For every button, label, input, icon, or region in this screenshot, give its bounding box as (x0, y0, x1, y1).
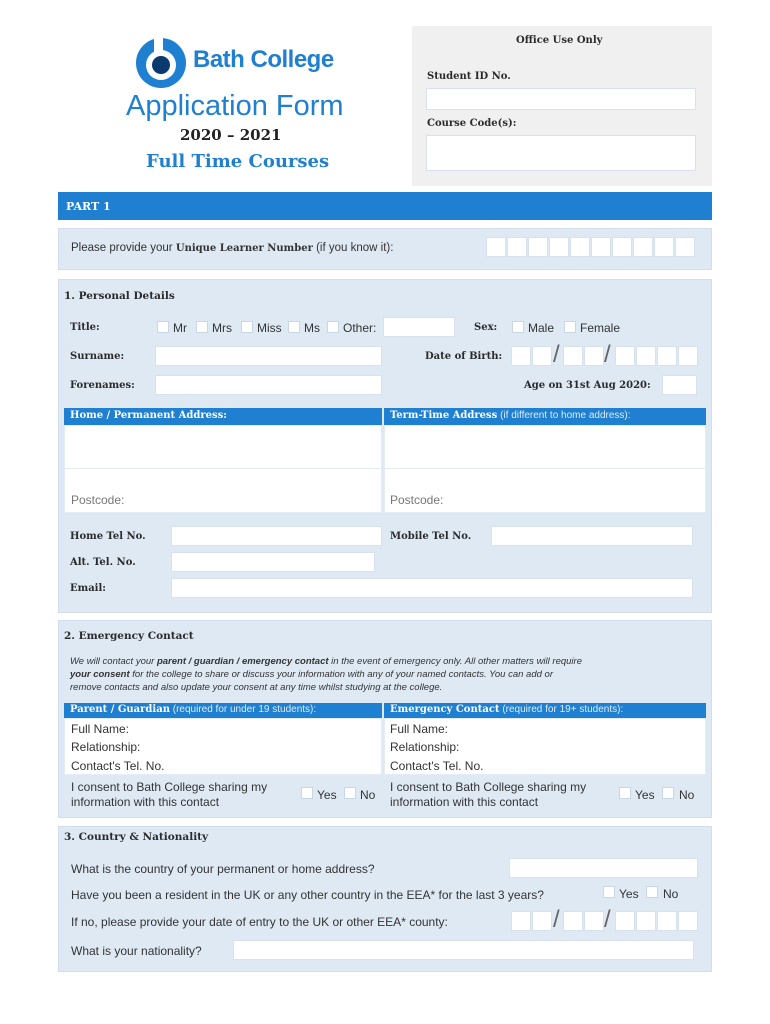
dob-separator-1: / (553, 341, 560, 368)
forenames-field[interactable] (155, 375, 382, 395)
sex-label: Sex: (474, 322, 498, 333)
home-tel-field[interactable] (171, 526, 382, 546)
home-address-header: Home / Permanent Address: (64, 408, 382, 425)
nationality-field[interactable] (233, 940, 694, 960)
logo-text: Bath College (193, 46, 334, 73)
alt-tel-label: Alt. Tel. No. (70, 557, 136, 568)
part1-label: PART 1 (66, 200, 111, 213)
email-field[interactable] (171, 578, 693, 598)
dob-separator-2: / (604, 341, 611, 368)
form-subtitle: Full Time Courses (146, 151, 330, 172)
parent-consent-yes-label: Yes (317, 788, 337, 802)
age-field[interactable] (662, 375, 697, 395)
personal-details-heading: 1. Personal Details (64, 290, 175, 302)
title-other-label: Other: (343, 321, 377, 335)
email-label: Email: (70, 583, 106, 594)
term-postcode-label: Postcode: (390, 493, 444, 507)
title-ms-checkbox[interactable] (288, 321, 300, 333)
course-codes-label: Course Code(s): (427, 118, 517, 129)
nationality-question: What is your nationality? (71, 944, 202, 958)
contact-consent-no-label: No (679, 788, 695, 802)
title-miss-label: Miss (257, 321, 282, 335)
mobile-tel-label: Mobile Tel No. (390, 531, 472, 542)
parent-guardian-header: Parent / Guardian (required for under 19 students): (64, 703, 382, 718)
residency-yes-label: Yes (619, 887, 639, 901)
home-postcode-label: Postcode: (71, 493, 125, 507)
contact-consent-text: I consent to Bath College sharing my information with this contact (390, 780, 587, 809)
title-other-checkbox[interactable] (327, 321, 339, 333)
entry-date-question: If no, please provide your date of entry to the UK or other EEA* county: (71, 915, 448, 929)
contact-full-name-label: Full Name: (390, 722, 449, 736)
dob-label: Date of Birth: (425, 351, 503, 362)
age-label: Age on 31st Aug 2020: (524, 380, 651, 391)
surname-field[interactable] (155, 346, 382, 366)
contact-consent-yes-checkbox[interactable] (619, 787, 631, 799)
country-heading: 3. Country & Nationality (64, 831, 209, 843)
title-mr-checkbox[interactable] (157, 321, 169, 333)
title-ms-label: Ms (304, 321, 320, 335)
residency-yes-checkbox[interactable] (603, 886, 615, 898)
title-miss-checkbox[interactable] (241, 321, 253, 333)
course-codes-field[interactable] (426, 135, 696, 171)
contact-consent-yes-label: Yes (635, 788, 655, 802)
parent-relationship-label: Relationship: (71, 740, 141, 754)
home-tel-label: Home Tel No. (70, 531, 146, 542)
residency-question: Have you been a resident in the UK or any other country in the EEA* for the last 3 years? (71, 888, 544, 902)
term-address-header: Term-Time Address (if different to home address): (384, 408, 706, 425)
part1-bar (58, 192, 712, 220)
title-mrs-checkbox[interactable] (196, 321, 208, 333)
sex-female-checkbox[interactable] (564, 321, 576, 333)
office-use-title: Office Use Only (516, 35, 603, 46)
residency-no-label: No (663, 887, 679, 901)
sex-male-checkbox[interactable] (512, 321, 524, 333)
sex-female-label: Female (580, 321, 621, 335)
entry-date-separator-2: / (604, 906, 611, 933)
form-title: Application Form (126, 90, 344, 122)
student-id-field[interactable] (426, 88, 696, 110)
form-year: 2020 – 2021 (180, 126, 282, 144)
parent-consent-text: I consent to Bath College sharing my information with this contact (71, 780, 268, 809)
home-country-field[interactable] (509, 858, 698, 878)
parent-consent-no-checkbox[interactable] (344, 787, 356, 799)
surname-label: Surname: (70, 351, 125, 362)
title-mrs-label: Mrs (212, 321, 232, 335)
title-mr-label: Mr (173, 321, 187, 335)
contact-consent-no-checkbox[interactable] (662, 787, 674, 799)
emergency-intro: We will contact your parent / guardian / emergency contact in the event of emergency only. All other matters will require your consent for the college to share or discuss your information with any of your named contacts. You can add or remove contacts and also update your consent at any time whilst studying at the college. (70, 656, 582, 693)
emergency-heading: 2. Emergency Contact (64, 630, 194, 642)
term-address-divider (384, 468, 706, 469)
title-other-field[interactable] (383, 317, 455, 337)
contact-tel-label: Contact's Tel. No. (390, 759, 484, 773)
parent-tel-label: Contact's Tel. No. (71, 759, 165, 773)
residency-no-checkbox[interactable] (646, 886, 658, 898)
bath-college-logo-icon (134, 36, 188, 90)
parent-consent-yes-checkbox[interactable] (301, 787, 313, 799)
student-id-label: Student ID No. (427, 71, 511, 82)
forenames-label: Forenames: (70, 380, 135, 391)
parent-consent-no-label: No (360, 788, 376, 802)
home-address-divider (64, 468, 382, 469)
title-label: Title: (70, 322, 100, 333)
alt-tel-field[interactable] (171, 552, 375, 572)
entry-date-separator-1: / (553, 906, 560, 933)
sex-male-label: Male (528, 321, 555, 335)
parent-full-name-label: Full Name: (71, 722, 130, 736)
contact-relationship-label: Relationship: (390, 740, 460, 754)
uln-question: Please provide your Unique Learner Number (if you know it): (71, 242, 394, 254)
emergency-contact-header: Emergency Contact (required for 19+ students): (384, 703, 706, 718)
home-country-question: What is the country of your permanent or home address? (71, 862, 375, 876)
mobile-tel-field[interactable] (491, 526, 693, 546)
